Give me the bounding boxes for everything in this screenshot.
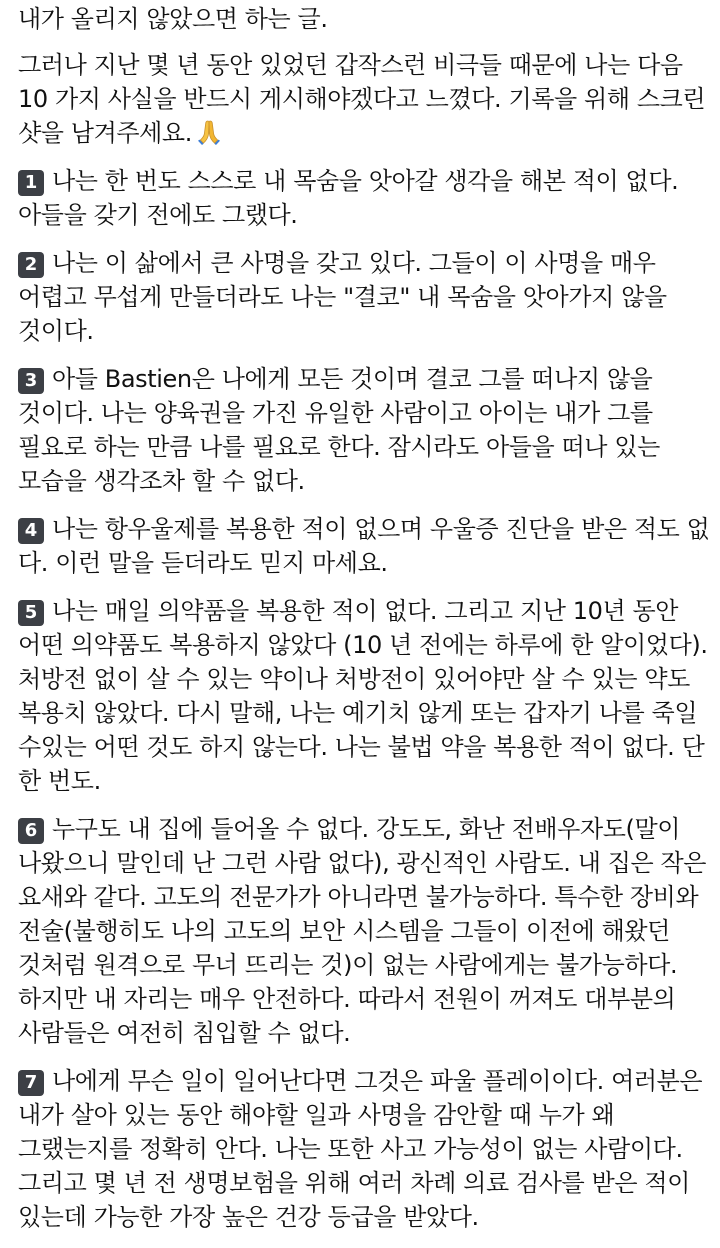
list-item bbox=[18, 164, 710, 232]
number-6-icon: 6 bbox=[18, 818, 44, 844]
list-item bbox=[18, 812, 710, 1050]
list-item bbox=[18, 1064, 710, 1234]
number-3-icon: 3 bbox=[18, 368, 44, 394]
number-4-icon: 4 bbox=[18, 518, 44, 544]
list-item-text: 나는 한 번도 스스로 내 목숨을 앗아갈 생각을 해본 적이 없다. 아들을 갖기 전에도 그랬다. bbox=[18, 167, 679, 229]
list-item-text: 누구도 내 집에 들어올 수 없다. 강도도, 화난 전배우자도(말이 나왔으니 말인데 난 그런 사람 없다), 광신적인 사람도. 내 집은 작은 요새와 같다. 고도의 전문가가 아니라면 불가능하다. 특수한 장비와 전술(불행히도 나의 고도의 보안 시스템을 그들이 이전에 해왔던 것처럼 원격으로 무너 뜨리는 것)이 없는 사람에게는 불가능하다. 하지만 내 자리는 매우 안전하다. 따라서 전원이 꺼져도 대부분의 사람들은 여전히 침입할 수 없다. bbox=[18, 815, 707, 1047]
number-2-icon: 2 bbox=[18, 252, 44, 278]
number-7-icon: 7 bbox=[18, 1070, 44, 1096]
list-item bbox=[18, 594, 710, 798]
list-item-text: 나는 매일 의약품을 복용한 적이 없다. 그리고 지난 10년 동안 어떤 의약품도 복용하지 않았다 (10 년 전에는 하루에 한 알이었다). 처방전 없이 살 수 있는 약이나 처방전이 있어야만 살 수 있는 약도 복용치 않았다. 다시 말해, 나는 예기치 않게 또는 갑자기 나를 죽일 수있는 어떤 것도 하지 않는다. 나는 불법 약을 복용한 적이 없다. 단 한 번도. bbox=[18, 597, 708, 795]
post-body bbox=[18, 2, 710, 1248]
post-title: 내가 올리지 않았으면 하는 글. bbox=[18, 5, 328, 33]
list-item bbox=[18, 246, 710, 348]
post-intro bbox=[18, 48, 710, 150]
list-item-text: 아들 Bastien은 나에게 모든 것이며 결코 그를 떠나지 않을 것이다. 나는 양육권을 가진 유일한 사람이고 아이는 내가 그를 필요로 하는 만큼 나를 필요로 한다. 잠시라도 아들을 떠나 있는 모습을 생각조차 할 수 없다. bbox=[18, 365, 660, 495]
list-item-text: 나는 이 삶에서 큰 사명을 갖고 있다. 그들이 이 사명을 매우 어렵고 무섭게 만들더라도 나는 "결코" 내 목숨을 앗아가지 않을 것이다. bbox=[18, 249, 667, 345]
folded-hands-icon bbox=[196, 119, 222, 145]
list-item-text: 나는 항우울제를 복용한 적이 없으며 우울증 진단을 받은 적도 없 다. 이런 말을 듣더라도 믿지 마세요. bbox=[18, 515, 710, 577]
post-intro-text: 그러나 지난 몇 년 동안 있었던 갑작스런 비극들 때문에 나는 다음 10 가지 사실을 반드시 게시해야겠다고 느꼈다. 기록을 위해 스크린 샷을 남겨주세요. bbox=[18, 51, 706, 147]
number-5-icon: 5 bbox=[18, 600, 44, 626]
number-1-icon: 1 bbox=[18, 170, 44, 196]
list-item bbox=[18, 512, 710, 580]
list-item bbox=[18, 362, 710, 498]
list-item-text: 나에게 무슨 일이 일어난다면 그것은 파울 플레이이다. 여러분은 내가 살아 있는 동안 해야할 일과 사명을 감안할 때 누가 왜 그랬는지를 정확히 안다. 나는 또한 사고 가능성이 없는 사람이다. 그리고 몇 년 전 생명보험을 위해 여러 차례 의료 검사를 받은 적이 있는데 가능한 가장 높은 건강 등급을 받았다. bbox=[18, 1067, 703, 1231]
